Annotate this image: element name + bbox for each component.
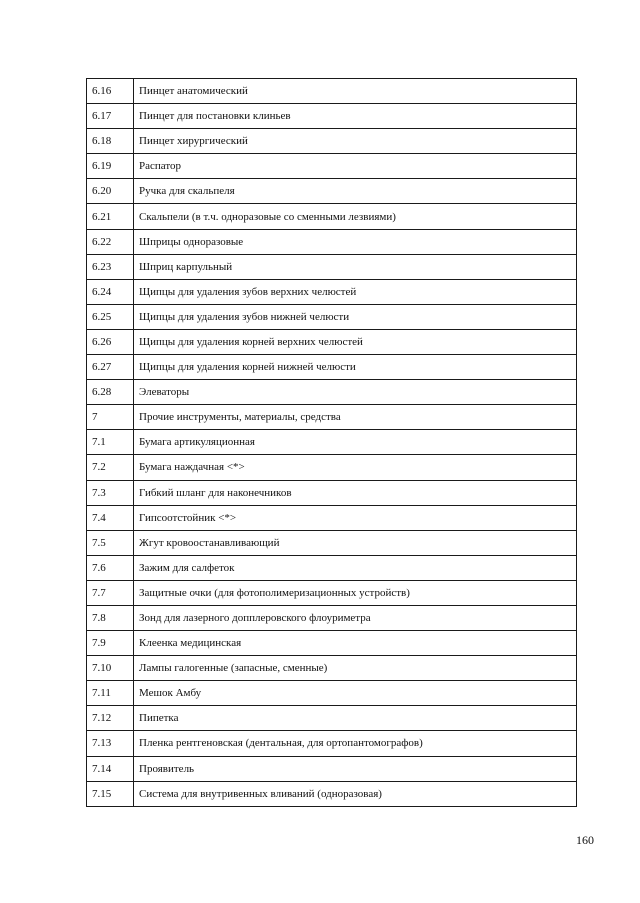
item-number-cell: 6.28 (87, 380, 134, 405)
item-name-cell: Зажим для салфеток (134, 555, 577, 580)
item-name-cell: Шприцы одноразовые (134, 229, 577, 254)
table-row (87, 731, 577, 756)
item-name-cell: Щипцы для удаления корней нижней челюсти (134, 355, 577, 380)
item-name-cell: Защитные очки (для фотополимеризационных устройств) (134, 580, 577, 605)
item-number-cell: 6.18 (87, 129, 134, 154)
table-row (87, 656, 577, 681)
item-number-cell: 6.24 (87, 279, 134, 304)
table-row (87, 279, 577, 304)
item-number-cell: 7.7 (87, 580, 134, 605)
item-name-cell: Щипцы для удаления корней верхних челюстей (134, 329, 577, 354)
table-row (87, 455, 577, 480)
item-number-cell: 7.5 (87, 530, 134, 555)
item-number-cell: 6.22 (87, 229, 134, 254)
item-name-cell: Лампы галогенные (запасные, сменные) (134, 656, 577, 681)
item-number-cell: 6.25 (87, 304, 134, 329)
equipment-table-body (87, 79, 577, 807)
item-number-cell: 7.14 (87, 756, 134, 781)
item-number-cell: 7.12 (87, 706, 134, 731)
item-name-cell: Щипцы для удаления зубов нижней челюсти (134, 304, 577, 329)
item-number-cell: 7.11 (87, 681, 134, 706)
item-name-cell: Гибкий шланг для наконечников (134, 480, 577, 505)
item-name-cell: Шприц карпульный (134, 254, 577, 279)
item-number-cell: 6.19 (87, 154, 134, 179)
table-row (87, 555, 577, 580)
item-number-cell: 6.23 (87, 254, 134, 279)
item-name-cell: Ручка для скальпеля (134, 179, 577, 204)
table-row (87, 631, 577, 656)
table-row (87, 254, 577, 279)
table-row (87, 304, 577, 329)
item-name-cell: Скальпели (в т.ч. одноразовые со сменными лезвиями) (134, 204, 577, 229)
item-name-cell: Клеенка медицинская (134, 631, 577, 656)
item-name-cell: Распатор (134, 154, 577, 179)
item-number-cell: 6.16 (87, 79, 134, 104)
item-number-cell: 7.4 (87, 505, 134, 530)
item-name-cell: Пинцет анатомический (134, 79, 577, 104)
table-row (87, 154, 577, 179)
table-row (87, 179, 577, 204)
item-name-cell: Пленка рентгеновская (дентальная, для ортопантомографов) (134, 731, 577, 756)
item-name-cell: Бумага наждачная <*> (134, 455, 577, 480)
item-name-cell: Проявитель (134, 756, 577, 781)
table-row (87, 380, 577, 405)
table-row (87, 781, 577, 806)
item-name-cell: Пипетка (134, 706, 577, 731)
table-row (87, 355, 577, 380)
table-row (87, 530, 577, 555)
item-number-cell: 7.1 (87, 430, 134, 455)
item-name-cell: Гипсоотстойник <*> (134, 505, 577, 530)
item-number-cell: 7.10 (87, 656, 134, 681)
item-number-cell: 7.2 (87, 455, 134, 480)
table-row (87, 104, 577, 129)
item-number-cell: 7 (87, 405, 134, 430)
item-name-cell: Бумага артикуляционная (134, 430, 577, 455)
equipment-table (86, 78, 577, 807)
item-name-cell: Система для внутривенных вливаний (одноразовая) (134, 781, 577, 806)
table-row (87, 681, 577, 706)
item-name-cell: Щипцы для удаления зубов верхних челюстей (134, 279, 577, 304)
item-number-cell: 7.8 (87, 605, 134, 630)
page-number: 160 (576, 833, 594, 847)
table-row (87, 605, 577, 630)
item-name-cell: Прочие инструменты, материалы, средства (134, 405, 577, 430)
table-row (87, 405, 577, 430)
table-row (87, 129, 577, 154)
item-name-cell: Элеваторы (134, 380, 577, 405)
item-number-cell: 6.21 (87, 204, 134, 229)
item-number-cell: 7.13 (87, 731, 134, 756)
table-row (87, 229, 577, 254)
item-number-cell: 7.9 (87, 631, 134, 656)
table-row (87, 505, 577, 530)
item-number-cell: 7.15 (87, 781, 134, 806)
table-row (87, 430, 577, 455)
item-name-cell: Зонд для лазерного допплеровского флоуриметра (134, 605, 577, 630)
table-row (87, 329, 577, 354)
table-row (87, 204, 577, 229)
table-row (87, 580, 577, 605)
item-name-cell: Мешок Амбу (134, 681, 577, 706)
item-number-cell: 6.17 (87, 104, 134, 129)
item-number-cell: 6.26 (87, 329, 134, 354)
item-name-cell: Пинцет хирургический (134, 129, 577, 154)
item-number-cell: 7.3 (87, 480, 134, 505)
item-number-cell: 7.6 (87, 555, 134, 580)
item-name-cell: Жгут кровоостанавливающий (134, 530, 577, 555)
item-number-cell: 6.20 (87, 179, 134, 204)
table-row (87, 756, 577, 781)
table-row (87, 480, 577, 505)
item-name-cell: Пинцет для постановки клиньев (134, 104, 577, 129)
table-row (87, 79, 577, 104)
table-row (87, 706, 577, 731)
item-number-cell: 6.27 (87, 355, 134, 380)
